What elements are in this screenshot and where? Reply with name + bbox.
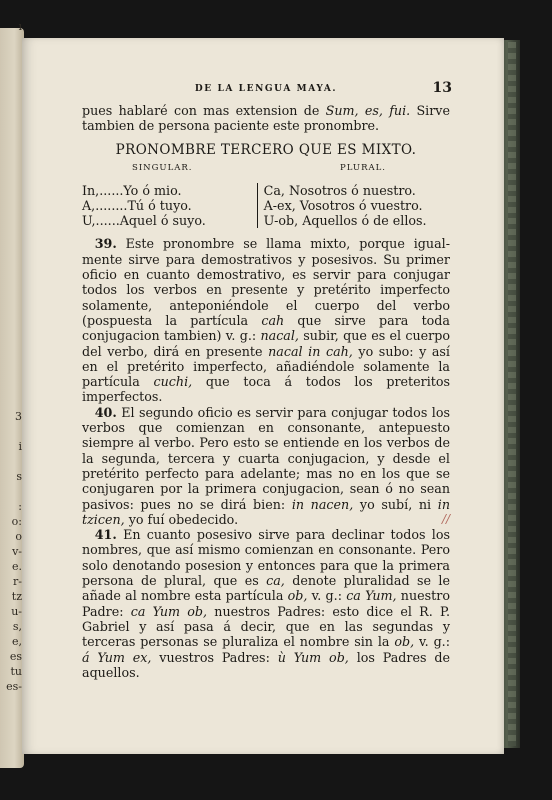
plural-row: U-ob, Aquellos ó de ellos. — [263, 213, 427, 229]
left-page-fragment: es- — [6, 680, 22, 693]
paragraph-41: 41. En cuanto posesivo sirve para declinar todos los nombres, que así mismo comienzan en consonante. Pero solo denotando posesion y entonces para que la primera persona de plural, que es ca, denote pluralidad se le añade al nombre esta partícula ob, v. g.: ca Yum, nuestro Padre: ca Yum ob, nuestros Padres: esto dice el R. P. Gabriel y así pasa á decir, que en las segundas y terceras personas se pluraliza el nombre sin la ob, v. g.: á Yum ex, vuestros Padres: ù Yum ob, los Padres de aquellos. — [82, 527, 450, 680]
left-page-fragment: u- — [11, 605, 22, 618]
book-spine-texture — [508, 42, 516, 746]
left-page-fragment: i — [18, 440, 22, 453]
pronoun-table — [82, 183, 450, 229]
left-page-fragment: r- — [13, 575, 22, 588]
left-page-fragment: o — [15, 530, 22, 543]
paragraph-40: 40. El segundo oficio es servir para conjugar todos los verbos que comienzan en consonante, antepuesto siempre al verbo. Pero esto se entiende en los verbos de la segunda, tercera y cuarta conjugacion, y desde el pretérito perfecto para adelante; mas no en los que se conjugaren por la primera conjugacion, sean ó no sean pasivos: pues no se dirá bien: in nacen, yo subí, ni in tzicen, yo fuí obedecido. — [82, 404, 450, 527]
left-page-fragment: o: — [11, 515, 22, 528]
plural-row: A-ex, Vosotros ó vuestro. — [263, 197, 423, 213]
singular-header: SINGULAR. — [132, 162, 193, 173]
left-page-fragment: e. — [11, 560, 22, 573]
singular-row: U,......Aquel ó suyo. — [82, 213, 206, 229]
singular-row: In,......Yo ó mio. — [82, 182, 182, 198]
singular-column — [82, 183, 257, 229]
page-header — [82, 78, 450, 100]
singular-row: A,........Tú ó tuyo. — [82, 197, 192, 213]
left-page-fragment: s — [16, 470, 22, 483]
section-title: PRONOMBRE TERCERO QUE ES MIXTO. — [115, 141, 417, 158]
book-page — [22, 38, 504, 754]
plural-header: PLURAL. — [340, 162, 386, 173]
left-page-fragment: ı — [18, 20, 22, 33]
plural-column — [257, 183, 450, 229]
column-headers — [82, 161, 450, 177]
left-page-fragment: tu — [10, 665, 22, 678]
left-page-fragment: es — [9, 650, 22, 663]
left-page-fragment: 3 — [15, 410, 22, 423]
left-page-fragment: e, — [11, 635, 22, 648]
page-number: 13 — [432, 80, 452, 96]
page-text-block — [82, 78, 450, 680]
left-page-fragment: v- — [12, 545, 22, 558]
running-head: DE LA LENGUA MAYA. — [194, 84, 338, 94]
left-page-fragment: s, — [12, 620, 22, 633]
intro-paragraph: pues hablaré con mas extension de Sum, es, fui. Sirve tambien de persona paciente este pronombre. — [82, 103, 450, 134]
paragraph-39: 39. Este pronombre se llama mixto, porque igualmente sirve para demostrativos y posesivos. Su primer oficio en cuanto demostrativo, es servir para conjugar todos los verbos en presente y pretérito imperfecto solamente, anteponiéndole el cuerpo del verbo (pospuesta la partícula cah que sirve para toda conjugacion tambien) v. g.: nacal, subir, que es el cuerpo del verbo, dirá en presente nacal in cah, yo subo: y así en el pretérito imperfecto, añadiéndole solamente la partícula cuchi, que toca á todos los preteritos imperfectos. — [82, 236, 451, 405]
left-page-fragment: : — [18, 500, 22, 513]
pencil-margin-note: // — [442, 512, 451, 526]
left-page-fragment: tz — [11, 590, 22, 603]
plural-row: Ca, Nosotros ó nuestro. — [263, 182, 416, 198]
previous-page-edge — [0, 20, 24, 768]
